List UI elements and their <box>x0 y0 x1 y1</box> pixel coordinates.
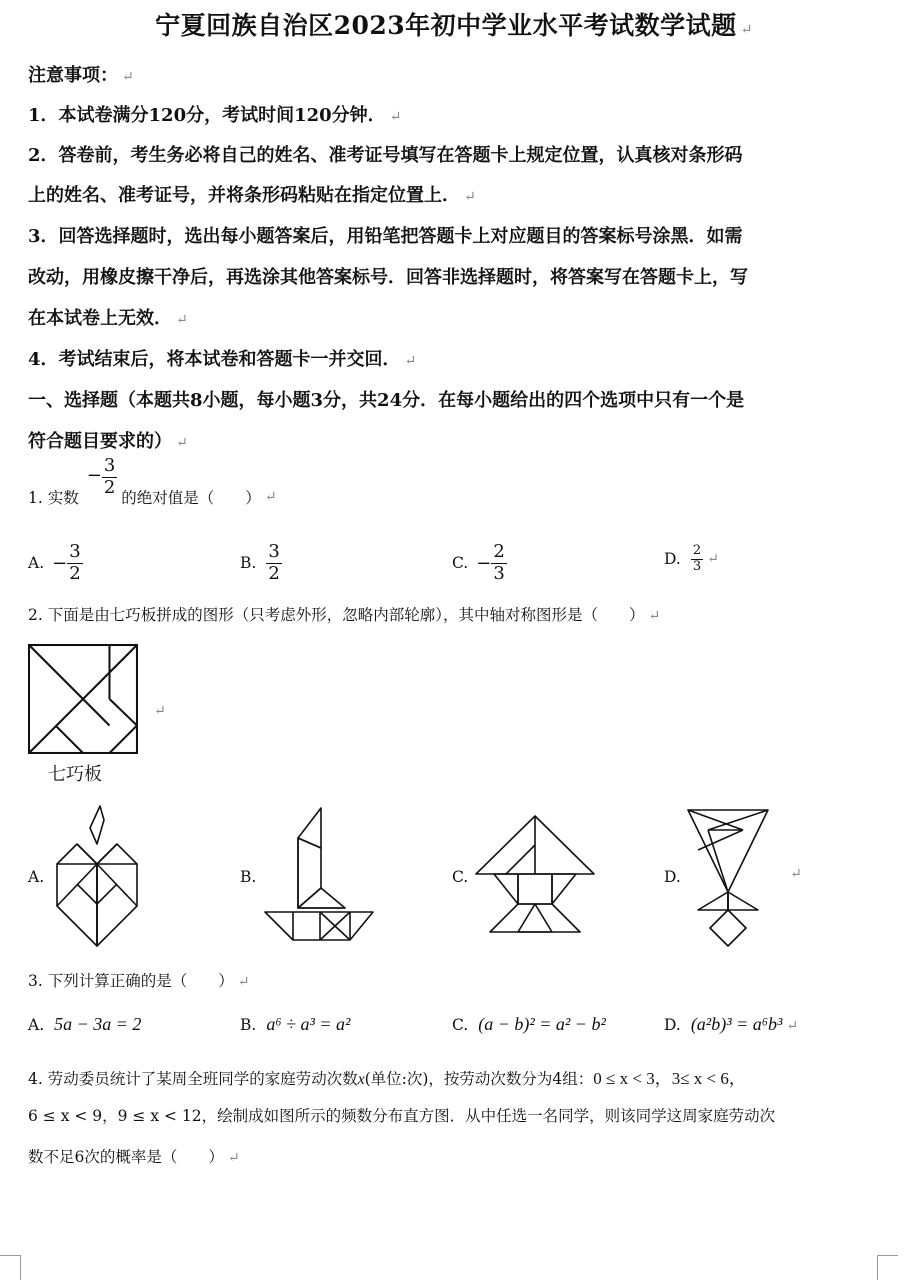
question-4-line2: 6 ≤ x < 9，9 ≤ x < 12，绘制成如图所示的频数分布直方图．从中任选一名同学，则该同学这周家庭劳动次 <box>28 1107 776 1125</box>
page-title: 宁夏回族自治区2023年初中学业水平考试数学试题 ↵ <box>155 11 753 40</box>
section-heading: 一、选择题（本题共8小题，每小题3分，共24分．在每小题给出的四个选项中只有一个是 <box>28 390 745 411</box>
q3-option-a[interactable]: A. 5a − 3a = 2 <box>28 1014 142 1034</box>
notes-heading: 注意事项： ↵ <box>28 65 134 86</box>
note-line: 改动，用橡皮擦干净后，再选涂其他答案标号．回答非选择题时，将答案写在答题卡上，写 <box>28 267 748 288</box>
note-line: 2．答卷前，考生务必将自己的姓名、准考证号填写在答题卡上规定位置，认真核对条形码 <box>28 145 743 166</box>
note-line: 4．考试结束后，将本试卷和答题卡一并交回． ↵ <box>28 349 417 370</box>
page-corner-mark <box>877 1255 898 1280</box>
q2-option-c-label[interactable]: C. <box>452 868 469 886</box>
q2-figure-c <box>476 816 594 936</box>
q3-option-c[interactable]: C. (a − b)² = a² − b² <box>452 1014 606 1034</box>
section-heading-cont: 符合题目要求的） ↵ <box>28 431 188 452</box>
q2-option-d-label[interactable]: D. <box>664 868 681 886</box>
question-1: 1. 实数 − $\frac{3}{2}$ 的绝对值是（ ） ↵ <box>28 455 277 508</box>
return-mark: ↵ <box>790 866 802 882</box>
question-4-line3: 数不足6次的概率是（ ） ↵ <box>28 1148 240 1166</box>
q1-option-b[interactable]: B. $\frac{3}{2}$ <box>240 541 280 584</box>
return-mark: ↵ <box>154 703 166 719</box>
q1-fraction: − $\frac{3}{2}$ <box>86 455 116 498</box>
q2-figure-b <box>265 808 375 942</box>
note-line: 1．本试卷满分120分，考试时间120分钟． ↵ <box>28 105 402 126</box>
q1-option-c[interactable]: C. − $\frac{2}{3}$ <box>452 541 505 584</box>
note-line: 上的姓名、准考证号，并将条形码粘贴在指定位置上． ↵ <box>28 185 476 206</box>
q1-option-d[interactable]: D. $\frac{2}{3}$ ↵ <box>664 543 719 574</box>
question-4-line1: 4. 劳动委员统计了某周全班同学的家庭劳动次数x(单位:次)，按劳动次数分为4组：0 ≤ x < 3，3≤ x < 6， <box>28 1069 746 1088</box>
question-2: 2. 下面是由七巧板拼成的图形（只考虑外形，忽略内部轮廓），其中轴对称图形是（ ） ↵ <box>28 606 661 624</box>
page-corner-mark <box>0 1255 21 1280</box>
tangram-square-figure <box>28 644 138 754</box>
q2-option-a-label[interactable]: A. <box>28 868 45 886</box>
q3-option-d[interactable]: D. (a²b)³ = a⁶b³ ↵ <box>664 1014 799 1034</box>
tangram-caption: 七巧板 <box>48 764 102 785</box>
question-3: 3. 下列计算正确的是（ ） ↵ <box>28 972 250 990</box>
q2-figure-d <box>688 810 770 948</box>
q2-option-b-label[interactable]: B. <box>240 868 257 886</box>
note-line: 3．回答选择题时，选出每小题答案后，用铅笔把答题卡上对应题目的答案标号涂黑．如需 <box>28 226 743 247</box>
q2-figure-a <box>52 806 142 951</box>
q3-option-b[interactable]: B. a⁶ ÷ a³ = a² <box>240 1014 351 1034</box>
note-line: 在本试卷上无效． ↵ <box>28 308 188 329</box>
q1-option-a[interactable]: A. − $\frac{3}{2}$ <box>28 541 81 584</box>
